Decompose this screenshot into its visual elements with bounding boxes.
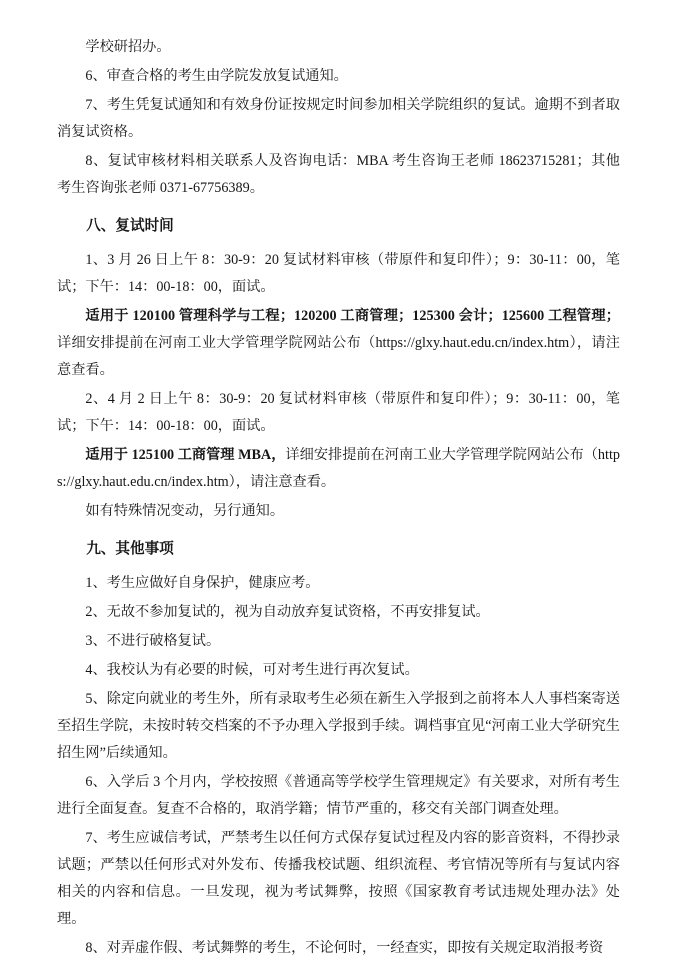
paragraph bbox=[57, 386, 620, 440]
paragraph bbox=[57, 628, 620, 655]
text-run: 7、考生应诚信考试，严禁考生以任何方式保存复试过程及内容的影音资料，不得抄录试题；严禁以任何形式对外发布、传播我校试题、组织流程、考官情况等所有与复试内容相关的内容和信息。一旦发现，视为考试舞弊，按照《国家教育考试违规处理办法》处理。 bbox=[57, 830, 620, 927]
text-run: 如有特殊情况变动，另行通知。 bbox=[85, 503, 285, 519]
text-run: 3、不进行破格复试。 bbox=[85, 633, 221, 649]
text-run: 2、4 月 2 日上午 8：30-9：20 复试材料审核（带原件和复印件）；9：30-11：00，笔试；下午：14：00-18：00，面试。 bbox=[57, 391, 620, 434]
paragraph bbox=[57, 686, 620, 767]
text-run: 适用于 120100 管理科学与工程；120200 工商管理；125300 会计；125600 工程管理； bbox=[85, 308, 620, 324]
section-heading bbox=[57, 213, 620, 240]
text-run: 详细安排提前在河南工业大学管理学院网站公布（https://glxy.haut.edu.cn/index.htm），请注意查看。 bbox=[57, 447, 620, 490]
paragraph bbox=[57, 148, 620, 202]
paragraph bbox=[57, 935, 620, 962]
paragraph bbox=[57, 498, 620, 525]
text-run: 8、复试审核材料相关联系人及咨询电话：MBA 考生咨询王老师 18623715281；其他考生咨询张老师 0371-67756389。 bbox=[57, 153, 620, 196]
paragraph bbox=[57, 34, 620, 61]
text-run: 适用于 125100 工商管理 MBA， bbox=[85, 447, 286, 463]
text-run: 7、考生凭复试通知和有效身份证按规定时间参加相关学院组织的复试。逾期不到者取消复试资格。 bbox=[57, 97, 620, 140]
document-body bbox=[57, 34, 620, 964]
text-run: 6、审查合格的考生由学院发放复试通知。 bbox=[85, 68, 348, 84]
paragraph bbox=[57, 63, 620, 90]
section-heading bbox=[57, 536, 620, 563]
text-run: 1、3 月 26 日上午 8：30-9：20 复试材料审核（带原件和复印件）；9：30-11：00，笔试；下午：14：00-18：00，面试。 bbox=[57, 252, 620, 295]
text-run: 6、入学后 3 个月内，学校按照《普通高等学校学生管理规定》有关要求，对所有考生进行全面复查。复查不合格的，取消学籍；情节严重的，移交有关部门调查处理。 bbox=[57, 774, 620, 817]
paragraph bbox=[57, 657, 620, 684]
text-run: 5、除定向就业的考生外，所有录取考生必须在新生入学报到之前将本人人事档案寄送至招生学院，未按时转交档案的不予办理入学报到手续。调档事宜见“河南工业大学研究生招生网”后续通知。 bbox=[57, 691, 620, 761]
text-run: 2、无故不参加复试的，视为自动放弃复试资格，不再安排复试。 bbox=[85, 604, 490, 620]
paragraph bbox=[57, 769, 620, 823]
paragraph bbox=[57, 303, 620, 384]
paragraph bbox=[57, 825, 620, 933]
paragraph bbox=[57, 599, 620, 626]
paragraph bbox=[57, 247, 620, 301]
text-run: 8、对弄虚作假、考试舞弊的考生，不论何时，一经查实，即按有关规定取消报考资 bbox=[85, 940, 604, 956]
text-run: 4、我校认为有必要的时候，可对考生进行再次复试。 bbox=[85, 662, 419, 678]
paragraph bbox=[57, 570, 620, 597]
text-run: 1、考生应做好自身保护，健康应考。 bbox=[85, 575, 320, 591]
paragraph bbox=[57, 92, 620, 146]
text-run: 详细安排提前在河南工业大学管理学院网站公布（https://glxy.haut.edu.cn/index.htm），请注意查看。 bbox=[57, 335, 620, 378]
text-run: 学校研招办。 bbox=[85, 39, 171, 55]
text-run: 八、复试时间 bbox=[86, 218, 174, 234]
text-run: 九、其他事项 bbox=[86, 541, 174, 557]
paragraph bbox=[57, 442, 620, 496]
